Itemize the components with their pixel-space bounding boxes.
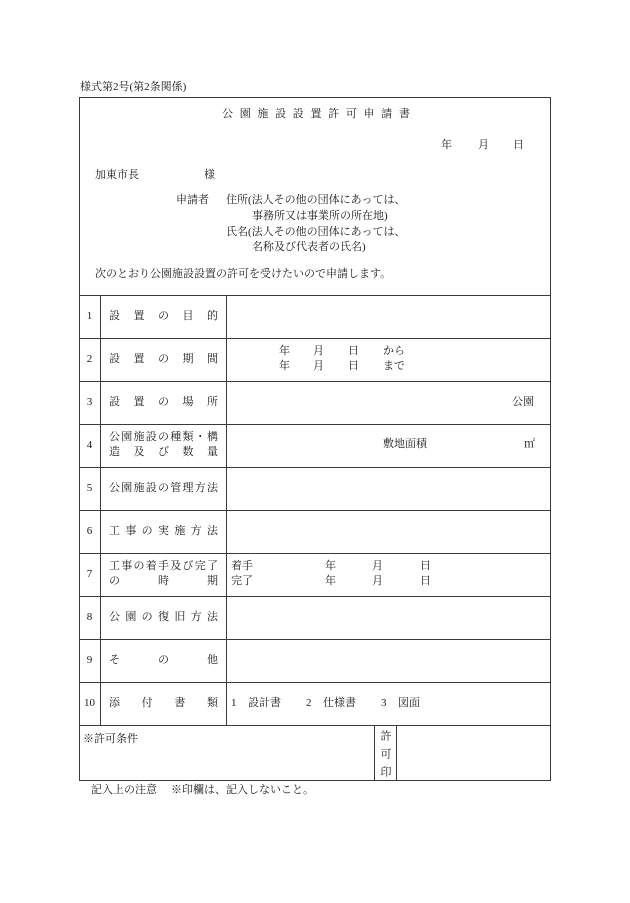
row-number-cell bbox=[79, 554, 100, 596]
label-char: 設 bbox=[292, 108, 304, 120]
table-row bbox=[79, 338, 551, 381]
table-row bbox=[79, 424, 551, 467]
table-row bbox=[79, 639, 551, 682]
row-number: 4 bbox=[86, 439, 93, 451]
label-char: 完 bbox=[194, 560, 206, 572]
label-char: 類 bbox=[206, 697, 218, 709]
label-char: び bbox=[158, 446, 169, 458]
row-label-cell bbox=[100, 683, 226, 725]
schedule-field bbox=[226, 554, 551, 596]
row-label bbox=[109, 698, 218, 709]
completion-year: 年 bbox=[325, 575, 336, 587]
row-number: 3 bbox=[86, 396, 93, 408]
start-label: 着手 bbox=[231, 560, 253, 572]
row-label-line2 bbox=[109, 576, 218, 587]
label-char: 置 bbox=[133, 396, 145, 408]
label-char: 施 bbox=[133, 482, 145, 494]
label-char: 類 bbox=[182, 431, 194, 443]
type-quantity-field bbox=[226, 425, 551, 467]
form-title bbox=[222, 109, 410, 120]
label-char: 設 bbox=[109, 310, 120, 322]
label-char: の bbox=[158, 654, 169, 666]
row-number: 5 bbox=[86, 482, 93, 494]
row-number: 6 bbox=[86, 525, 93, 537]
label-char: 工 bbox=[109, 525, 120, 537]
label-char: 置 bbox=[133, 353, 145, 365]
applicant-address-note: 事務所又は事業所の所在地) bbox=[252, 210, 388, 222]
label-char: 方 bbox=[194, 482, 206, 494]
label-char: 期 bbox=[207, 575, 218, 587]
label-char: 管 bbox=[170, 482, 182, 494]
row-label bbox=[109, 354, 218, 365]
row-number-cell bbox=[79, 425, 100, 467]
row-number-cell bbox=[79, 339, 100, 381]
row-label-line2 bbox=[109, 447, 218, 458]
period-start-suffix: から bbox=[383, 345, 405, 357]
row-label-cell bbox=[100, 597, 226, 639]
period-start-year: 年 bbox=[279, 345, 290, 357]
row-number: 1 bbox=[86, 310, 93, 322]
completion-day: 日 bbox=[420, 575, 431, 587]
period-start-day: 日 bbox=[348, 345, 359, 357]
row-label bbox=[109, 397, 218, 408]
label-char: 書 bbox=[398, 108, 410, 120]
label-char: 場 bbox=[182, 396, 194, 408]
label-char: 園 bbox=[125, 611, 137, 623]
table-row bbox=[79, 381, 551, 424]
attachment-number: 2 bbox=[306, 697, 312, 709]
management-method-field bbox=[226, 468, 551, 510]
other-field bbox=[226, 640, 551, 682]
row-label-line1 bbox=[109, 561, 218, 572]
label-char: ・ bbox=[194, 431, 206, 443]
label-char: 復 bbox=[157, 611, 169, 623]
row-label-cell bbox=[100, 425, 226, 467]
label-char: 可 bbox=[345, 108, 357, 120]
applicant-name-note: 名称及び代表者の氏名) bbox=[252, 241, 366, 253]
label-char: 目 bbox=[182, 310, 194, 322]
label-char: 公 bbox=[222, 108, 233, 120]
applicant-label: 申請者 bbox=[176, 194, 209, 206]
row-label bbox=[109, 483, 218, 494]
label-char: の bbox=[133, 560, 145, 572]
label-char: の bbox=[141, 525, 153, 537]
row-label-cell bbox=[100, 296, 226, 338]
period-end-suffix: まで bbox=[383, 360, 405, 372]
label-char: 置 bbox=[133, 310, 145, 322]
addressee-honorific: 様 bbox=[204, 169, 215, 181]
entry-note-text: ※印欄は、記入しないこと。 bbox=[171, 784, 314, 796]
start-year: 年 bbox=[325, 560, 336, 572]
table-row bbox=[79, 596, 551, 639]
row-label bbox=[109, 311, 218, 322]
permission-conditions-label: ※許可条件 bbox=[83, 733, 138, 745]
row-label-cell bbox=[100, 511, 226, 553]
start-day: 日 bbox=[420, 560, 431, 572]
label-char: 園 bbox=[239, 108, 251, 120]
label-char: 設 bbox=[109, 353, 120, 365]
table-row bbox=[79, 553, 551, 596]
label-char: 時 bbox=[158, 575, 169, 587]
row-number-cell bbox=[79, 511, 100, 553]
row-label bbox=[109, 526, 218, 537]
label-char: 施 bbox=[257, 108, 269, 120]
label-char: 方 bbox=[190, 611, 202, 623]
restoration-method-field bbox=[226, 597, 551, 639]
period-end-day: 日 bbox=[348, 360, 359, 372]
label-char: 設 bbox=[145, 482, 157, 494]
row-number-cell bbox=[79, 597, 100, 639]
label-char: 的 bbox=[207, 310, 218, 322]
row-label-line1 bbox=[109, 432, 218, 443]
label-char: 所 bbox=[207, 396, 218, 408]
table-row bbox=[79, 467, 551, 510]
row-label bbox=[109, 655, 218, 666]
label-char: 施 bbox=[133, 431, 145, 443]
label-char: の bbox=[141, 611, 153, 623]
label-char: の bbox=[158, 310, 169, 322]
period-end-month: 月 bbox=[313, 360, 324, 372]
label-char: 期 bbox=[182, 353, 194, 365]
label-char: 施 bbox=[174, 525, 186, 537]
row-number: 7 bbox=[86, 568, 93, 580]
addressee-name: 加東市長 bbox=[95, 169, 139, 181]
label-char: 工 bbox=[109, 560, 120, 572]
row-number-cell bbox=[79, 468, 100, 510]
label-char: 数 bbox=[182, 446, 194, 458]
label-char: 設 bbox=[145, 431, 157, 443]
seal-label-cell bbox=[374, 726, 396, 784]
date-day-label: 日 bbox=[513, 139, 524, 151]
construction-method-field bbox=[226, 511, 551, 553]
label-char: 請 bbox=[381, 108, 393, 120]
row-number-cell bbox=[79, 382, 100, 424]
label-char: 設 bbox=[109, 396, 120, 408]
date-year-label: 年 bbox=[441, 139, 452, 151]
label-char: 設 bbox=[275, 108, 287, 120]
label-char: 及 bbox=[170, 560, 182, 572]
label-char: 他 bbox=[207, 654, 218, 666]
label-char: 方 bbox=[190, 525, 202, 537]
row-number: 9 bbox=[86, 654, 93, 666]
row-number-cell bbox=[79, 640, 100, 682]
row-number: 2 bbox=[86, 353, 93, 365]
label-char: 添 bbox=[109, 697, 120, 709]
row-number-cell bbox=[79, 296, 100, 338]
label-char: 公 bbox=[109, 611, 120, 623]
attachment-name: 仕様書 bbox=[323, 697, 356, 709]
label-char: 置 bbox=[310, 108, 322, 120]
label-char: 旧 bbox=[174, 611, 186, 623]
label-char: 造 bbox=[109, 446, 120, 458]
label-char: の bbox=[158, 353, 169, 365]
label-char: 種 bbox=[170, 431, 182, 443]
label-char: 理 bbox=[182, 482, 194, 494]
label-char: そ bbox=[109, 654, 120, 666]
applicant-address-label: 住所(法人その他の団体にあっては、 bbox=[226, 194, 406, 206]
permission-seal-box bbox=[396, 726, 550, 780]
period-start-month: 月 bbox=[313, 345, 324, 357]
label-char: の bbox=[158, 396, 169, 408]
label-char: 申 bbox=[363, 108, 375, 120]
label-char: 事 bbox=[121, 560, 133, 572]
label-char: 実 bbox=[157, 525, 169, 537]
period-field bbox=[226, 339, 551, 381]
label-char: 公 bbox=[109, 482, 120, 494]
permission-seal-label: 許可印 bbox=[379, 730, 391, 784]
label-char: 園 bbox=[121, 431, 133, 443]
permission-conditions-cell bbox=[79, 726, 374, 780]
row-number-cell bbox=[79, 683, 100, 725]
permission-section bbox=[79, 725, 551, 784]
label-char: 事 bbox=[125, 525, 137, 537]
location-field bbox=[226, 382, 551, 424]
row-label-cell bbox=[100, 339, 226, 381]
label-char: 構 bbox=[207, 431, 218, 443]
table-row bbox=[79, 295, 551, 338]
label-char: 法 bbox=[206, 611, 218, 623]
entry-note-label: 記入上の注意 bbox=[91, 784, 157, 796]
label-char: 法 bbox=[207, 482, 218, 494]
period-end-year: 年 bbox=[279, 360, 290, 372]
label-char: 許 bbox=[328, 108, 340, 120]
attachment-name: 設計書 bbox=[248, 697, 281, 709]
purpose-field bbox=[226, 296, 551, 338]
site-area-label: 敷地面積 bbox=[383, 438, 427, 450]
label-char: 了 bbox=[207, 560, 218, 572]
location-suffix: 公園 bbox=[512, 396, 534, 408]
label-char: の bbox=[158, 431, 169, 443]
label-char: の bbox=[158, 482, 169, 494]
label-char: 間 bbox=[207, 353, 218, 365]
label-char: 園 bbox=[121, 482, 133, 494]
completion-month: 月 bbox=[372, 575, 383, 587]
attachment-name: 図面 bbox=[398, 697, 420, 709]
row-label-cell bbox=[100, 468, 226, 510]
label-char: 着 bbox=[145, 560, 157, 572]
applicant-name-label: 氏名(法人その他の団体にあっては、 bbox=[226, 226, 406, 238]
form-number: 様式第2号(第2条関係) bbox=[80, 81, 187, 93]
label-char: 公 bbox=[109, 431, 120, 443]
row-label bbox=[109, 612, 218, 623]
label-char: 付 bbox=[141, 697, 153, 709]
label-char: 及 bbox=[133, 446, 145, 458]
label-char: び bbox=[182, 560, 194, 572]
attachment-number: 1 bbox=[231, 697, 237, 709]
label-char: 手 bbox=[158, 560, 169, 572]
attachments-field bbox=[226, 683, 551, 725]
completion-label: 完了 bbox=[231, 575, 253, 587]
label-char: 量 bbox=[207, 446, 218, 458]
intro-text: 次のとおり公園施設設置の許可を受けたいので申請します。 bbox=[95, 268, 392, 280]
table-row bbox=[79, 510, 551, 553]
row-label-cell bbox=[100, 640, 226, 682]
row-number: 10 bbox=[84, 697, 95, 709]
attachment-number: 3 bbox=[381, 697, 387, 709]
row-label-cell bbox=[100, 382, 226, 424]
label-char: 書 bbox=[174, 697, 186, 709]
row-label-cell bbox=[100, 554, 226, 596]
table-row bbox=[79, 682, 551, 725]
label-char: の bbox=[109, 575, 120, 587]
row-number: 8 bbox=[86, 611, 93, 623]
label-char: 法 bbox=[206, 525, 218, 537]
site-area-unit: ㎡ bbox=[524, 438, 535, 450]
date-month-label: 月 bbox=[478, 139, 489, 151]
start-month: 月 bbox=[372, 560, 383, 572]
